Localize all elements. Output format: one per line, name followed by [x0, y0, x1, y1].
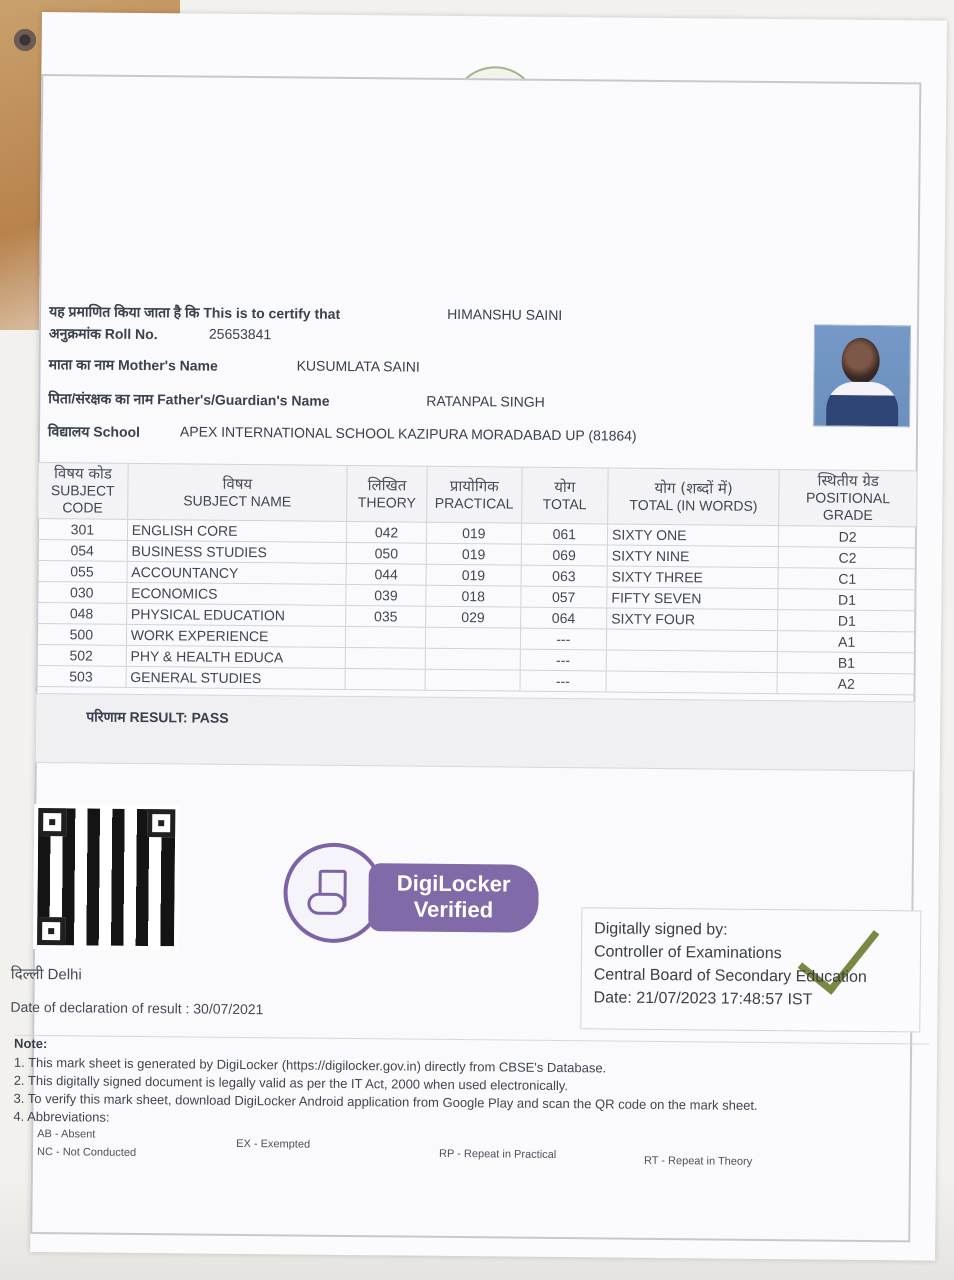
grade-cell: D2 — [779, 526, 917, 548]
header-subject-code — [38, 462, 128, 519]
total-words-cell — [606, 629, 777, 652]
practical-cell: 019 — [426, 564, 521, 586]
table-header-row — [38, 462, 917, 526]
grade-cell: C1 — [778, 568, 916, 590]
subject-code-cell: 503 — [36, 665, 126, 687]
total-words-cell: FIFTY SEVEN — [607, 587, 778, 610]
header-practical — [427, 466, 522, 523]
mother-name: KUSUMLATA SAINI — [296, 357, 420, 375]
note-line-2: 2. This digitally signed document is legally valid as per the IT Act, 2000 when used electronically. — [13, 1072, 569, 1094]
school-name: APEX INTERNATIONAL SCHOOL KAZIPURA MORADABAD UP (81864) — [179, 423, 637, 444]
total-words-cell — [606, 671, 777, 694]
punched-hole-icon — [12, 27, 38, 53]
theory-cell: 050 — [346, 542, 426, 564]
note-line-3: 3. To verify this mark sheet, download DigiLocker Android application from Google Play and scan the QR code on the mark sheet. — [13, 1090, 758, 1113]
grade-cell: A1 — [778, 631, 916, 653]
header-name-hindi: विषय — [222, 474, 253, 493]
header-words-english: TOTAL (IN WORDS) — [629, 496, 758, 514]
header-total-words — [608, 468, 780, 526]
issue-place: दिल्ली Delhi — [10, 965, 82, 984]
subject-name-cell: BUSINESS STUDIES — [127, 540, 347, 563]
practical-cell — [425, 669, 520, 691]
digital-signature-box — [580, 907, 921, 1032]
subject-name-cell: ENGLISH CORE — [127, 519, 347, 542]
practical-cell: 019 — [426, 543, 521, 565]
marks-table — [36, 462, 918, 695]
total-words-cell: SIXTY THREE — [607, 566, 778, 589]
grade-cell: A2 — [777, 673, 915, 695]
subject-code-cell: 048 — [37, 602, 127, 624]
note-line-4: 4. Abbreviations: — [13, 1108, 110, 1125]
abbr-repeat-theory: RT - Repeat in Theory — [643, 1154, 753, 1168]
result-text: परिणाम RESULT: PASS — [86, 708, 229, 726]
qr-finder-top-left — [38, 808, 66, 836]
mother-row — [48, 355, 420, 376]
subject-code-cell: 301 — [37, 518, 127, 540]
signature-line-3: Central Board of Secondary Education — [593, 966, 867, 986]
school-row — [47, 422, 637, 444]
subject-code-cell: 030 — [37, 581, 127, 603]
header-total — [521, 467, 608, 524]
theory-cell: 044 — [346, 563, 426, 585]
qr-finder-top-right — [147, 809, 175, 837]
mother-label: माता का नाम Mother's Name — [48, 356, 218, 374]
header-practical-hindi: प्रायोगिक — [449, 476, 499, 495]
subject-name-cell: PHY & HEALTH EDUCA — [126, 645, 346, 668]
signature-line-1: Digitally signed by: — [594, 920, 728, 939]
practical-cell — [425, 648, 520, 670]
subject-code-cell: 055 — [37, 560, 127, 582]
digilocker-verified-icon — [283, 842, 529, 944]
abbr-repeat-practical: RP - Repeat in Practical — [438, 1147, 557, 1161]
qr-code-icon — [33, 804, 179, 950]
total-cell: --- — [520, 628, 607, 650]
signature-line-2: Controller of Examinations — [593, 943, 782, 963]
subject-code-cell: 500 — [36, 623, 126, 645]
practical-cell — [425, 627, 520, 649]
certify-row — [49, 302, 563, 324]
header-subject-name — [127, 463, 347, 521]
certify-label: यह प्रमाणित किया जाता है कि This is to certify that — [49, 303, 341, 322]
candidate-name: HIMANSHU SAINI — [447, 305, 563, 324]
marks-table-wrapper — [36, 462, 918, 695]
header-code-hindi: विषय कोड — [53, 464, 112, 483]
total-cell: 063 — [521, 565, 608, 587]
theory-cell: 042 — [346, 521, 426, 543]
photo-body — [826, 382, 898, 427]
notes-section — [13, 1035, 929, 1184]
subject-name-cell: PHYSICAL EDUCATION — [126, 603, 346, 626]
practical-cell: 018 — [426, 585, 521, 607]
qr-finder-bottom-left — [37, 917, 65, 945]
abbr-exempted: EX - Exempted — [236, 1137, 311, 1151]
declaration-date: Date of declaration of result : 30/07/2021 — [10, 998, 264, 1018]
header-code-english: SUBJECT CODE — [50, 482, 115, 516]
header-theory-hindi: लिखित — [367, 475, 407, 495]
father-name: RATANPAL SINGH — [426, 392, 545, 410]
subject-name-cell: WORK EXPERIENCE — [126, 624, 346, 647]
grade-cell: B1 — [778, 652, 916, 674]
result-area — [35, 693, 916, 771]
theory-cell — [345, 647, 425, 669]
marks-statement-document — [10, 12, 947, 1261]
header-practical-english: PRACTICAL — [434, 494, 514, 512]
roll-number: 25653841 — [208, 325, 272, 343]
badge-line-2: Verified — [413, 896, 494, 923]
subject-name-cell: ECONOMICS — [127, 582, 347, 605]
photo-head — [841, 338, 879, 384]
abbr-absent: AB - Absent — [37, 1128, 96, 1141]
father-row — [48, 389, 545, 411]
theory-cell — [345, 626, 425, 648]
theory-cell — [345, 668, 425, 690]
grade-cell: D1 — [778, 610, 916, 632]
header-total-hindi: योग — [554, 477, 576, 496]
practical-cell: 029 — [426, 606, 521, 628]
practical-cell: 019 — [426, 522, 521, 544]
total-cell: --- — [520, 670, 607, 692]
subject-name-cell: ACCOUNTANCY — [127, 561, 347, 584]
signature-line-4: Date: 21/07/2023 17:48:57 IST — [593, 989, 813, 1009]
school-label: विद्यालय School — [47, 423, 141, 440]
total-cell: --- — [520, 649, 607, 671]
theory-cell: 039 — [346, 584, 426, 606]
total-words-cell: SIXTY ONE — [607, 524, 778, 547]
cloud-icon — [307, 893, 345, 915]
roll-label: अनुक्रमांक Roll No. — [48, 325, 158, 343]
total-cell: 061 — [521, 523, 608, 545]
header-total-english: TOTAL — [542, 495, 587, 512]
header-grade-hindi: स्थितीय ग्रेड — [817, 471, 879, 491]
total-words-cell: SIXTY NINE — [607, 545, 778, 568]
subject-name-cell: GENERAL STUDIES — [126, 666, 346, 689]
grade-cell: C2 — [779, 547, 917, 569]
note-title: Note: — [14, 1035, 48, 1052]
total-words-cell — [606, 650, 777, 673]
abbr-not-conducted: NC - Not Conducted — [36, 1146, 137, 1159]
total-cell: 064 — [520, 607, 607, 629]
header-grade-english: POSITIONAL GRADE — [805, 489, 891, 523]
candidate-photo — [813, 324, 911, 427]
roll-row — [48, 324, 272, 344]
header-positional-grade — [779, 470, 917, 527]
grade-cell: D1 — [778, 589, 916, 611]
father-label: पिता/संरक्षक का नाम Father's/Guardian's Name — [48, 390, 330, 409]
badge-label — [368, 863, 539, 933]
badge-line-1: DigiLocker — [396, 870, 511, 897]
header-words-hindi: योग (शब्दों में) — [654, 478, 733, 498]
subject-code-cell: 502 — [36, 644, 126, 666]
header-theory — [347, 465, 428, 522]
note-line-1: 1. This mark sheet is generated by DigiLocker (https://digilocker.gov.in) directly from CBSE's Database. — [13, 1054, 607, 1076]
total-cell: 057 — [520, 586, 607, 608]
subject-code-cell: 054 — [37, 539, 127, 561]
total-words-cell: SIXTY FOUR — [607, 608, 778, 631]
header-theory-english: THEORY — [357, 493, 416, 511]
total-cell: 069 — [521, 544, 608, 566]
theory-cell: 035 — [346, 605, 426, 627]
header-name-english: SUBJECT NAME — [183, 491, 292, 509]
